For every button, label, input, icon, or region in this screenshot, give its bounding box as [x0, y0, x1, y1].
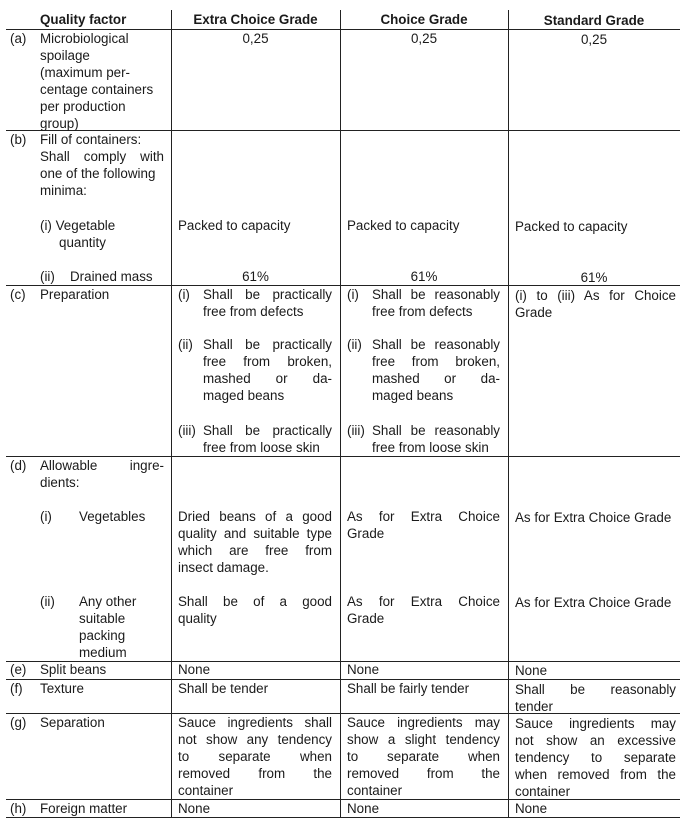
rule-e-bottom [6, 679, 680, 680]
row-d-i-standard: As for Extra Choice Grade [515, 510, 672, 525]
row-f-letter: (f) [10, 681, 23, 696]
row-f-choice: Shall be fairly tender [347, 681, 470, 696]
row-b-ii-choice: 61% [410, 269, 438, 284]
row-b-ii-number: (ii) [40, 269, 55, 284]
row-h-standard: None [515, 801, 548, 816]
row-f-extra: Shall be tender [178, 681, 269, 696]
row-c-extra-iii-text: Shall be practically free from loose skin [203, 423, 332, 455]
row-a-extra-value: 0,25 [242, 31, 269, 46]
header-choice-grade: Choice Grade [380, 12, 468, 27]
rule-table-bottom [6, 817, 680, 818]
row-d-ii-extra: Shall be of a good quality [178, 594, 332, 626]
row-a-standard-value: 0,25 [580, 32, 608, 47]
row-g-extra: Sauce ingredients shall not show any tendency to separate when removed from the container [178, 715, 332, 798]
row-b-i-standard: Packed to capacity [515, 219, 628, 234]
row-b-ii-label: Drained mass [70, 269, 153, 284]
row-c-standard-text: (i) to (iii) As for Choice Grade [515, 288, 676, 320]
row-b-i-choice: Packed to capacity [347, 218, 460, 233]
row-c-letter: (c) [10, 287, 26, 302]
row-e-choice: None [347, 662, 380, 677]
row-b-i-label: (i) Vegetable quantity [40, 218, 116, 250]
row-h-factor: Foreign matter [40, 801, 128, 816]
row-h-choice: None [347, 801, 380, 816]
row-c-choice-ii-number: (ii) [347, 337, 362, 352]
rule-column-extra [171, 10, 172, 818]
row-e-extra: None [178, 662, 211, 677]
rule-column-choice [340, 10, 341, 818]
row-d-ii-choice: As for Extra Choice Grade [347, 594, 500, 626]
row-b-ii-standard: 61% [580, 270, 608, 285]
header-extra-choice-grade: Extra Choice Grade [193, 12, 318, 27]
row-g-standard: Sauce ingredients may not show an excessive tendency to separate when removed from the container [515, 716, 676, 799]
row-e-letter: (e) [10, 662, 27, 677]
row-g-choice: Sauce ingredients may show a slight tendency to separate when removed from the container [347, 715, 500, 798]
row-c-choice-i-text: Shall be reasonably free from defects [372, 287, 500, 319]
row-c-extra-i-text: Shall be practically free from defects [203, 287, 332, 319]
row-d-letter: (d) [10, 458, 27, 473]
rule-column-standard [508, 10, 509, 818]
row-a-choice-value: 0,25 [410, 31, 438, 46]
row-c-extra-iii-number: (iii) [178, 423, 196, 438]
row-c-choice-ii-text: Shall be reasonably free from broken, mashed or da- maged beans [372, 337, 500, 403]
row-b-i-extra: Packed to capacity [178, 218, 291, 233]
row-d-ii-label: Any other suitable packing medium [79, 594, 137, 660]
row-e-standard: None [515, 663, 548, 678]
row-b-factor: Fill of containers: Shall comply with one of the following minima: [40, 132, 164, 198]
row-d-i-choice: As for Extra Choice Grade [347, 509, 500, 541]
row-g-factor: Separation [40, 715, 105, 730]
row-c-choice-i-number: (i) [347, 287, 359, 302]
row-d-factor: Allowable ingre- dients: [40, 458, 164, 490]
row-a-factor: Microbiological spoilage (maximum per- centage containers per production group) [40, 31, 154, 131]
row-c-extra-ii-text: Shall be practically free from broken, mashed or da- maged beans [203, 337, 332, 403]
rule-d-bottom [6, 661, 680, 662]
row-h-extra: None [178, 801, 211, 816]
row-c-choice-iii-number: (iii) [347, 423, 365, 438]
row-b-letter: (b) [10, 132, 27, 147]
header-quality-factor: Quality factor [40, 12, 127, 27]
row-f-factor: Texture [40, 681, 84, 696]
row-c-extra-ii-number: (ii) [178, 337, 193, 352]
row-a-letter: (a) [10, 31, 27, 46]
row-c-extra-i-number: (i) [178, 287, 190, 302]
row-b-ii-extra: 61% [242, 269, 269, 284]
row-d-ii-number: (ii) [40, 594, 55, 609]
row-d-i-number: (i) [40, 509, 52, 524]
row-d-i-label: Vegetables [79, 509, 146, 524]
row-d-i-extra: Dried beans of a good quality and suitable type which are free from insect damage. [178, 509, 332, 575]
row-c-factor: Preparation [40, 287, 110, 302]
row-c-choice-iii-text: Shall be reasonably free from loose skin [372, 423, 500, 455]
row-d-ii-standard: As for Extra Choice Grade [515, 595, 672, 610]
row-f-standard: Shall be reasonably tender [515, 682, 676, 714]
row-h-letter: (h) [10, 801, 27, 816]
row-e-factor: Split beans [40, 662, 107, 677]
header-standard-grade: Standard Grade [543, 13, 645, 28]
row-g-letter: (g) [10, 715, 27, 730]
